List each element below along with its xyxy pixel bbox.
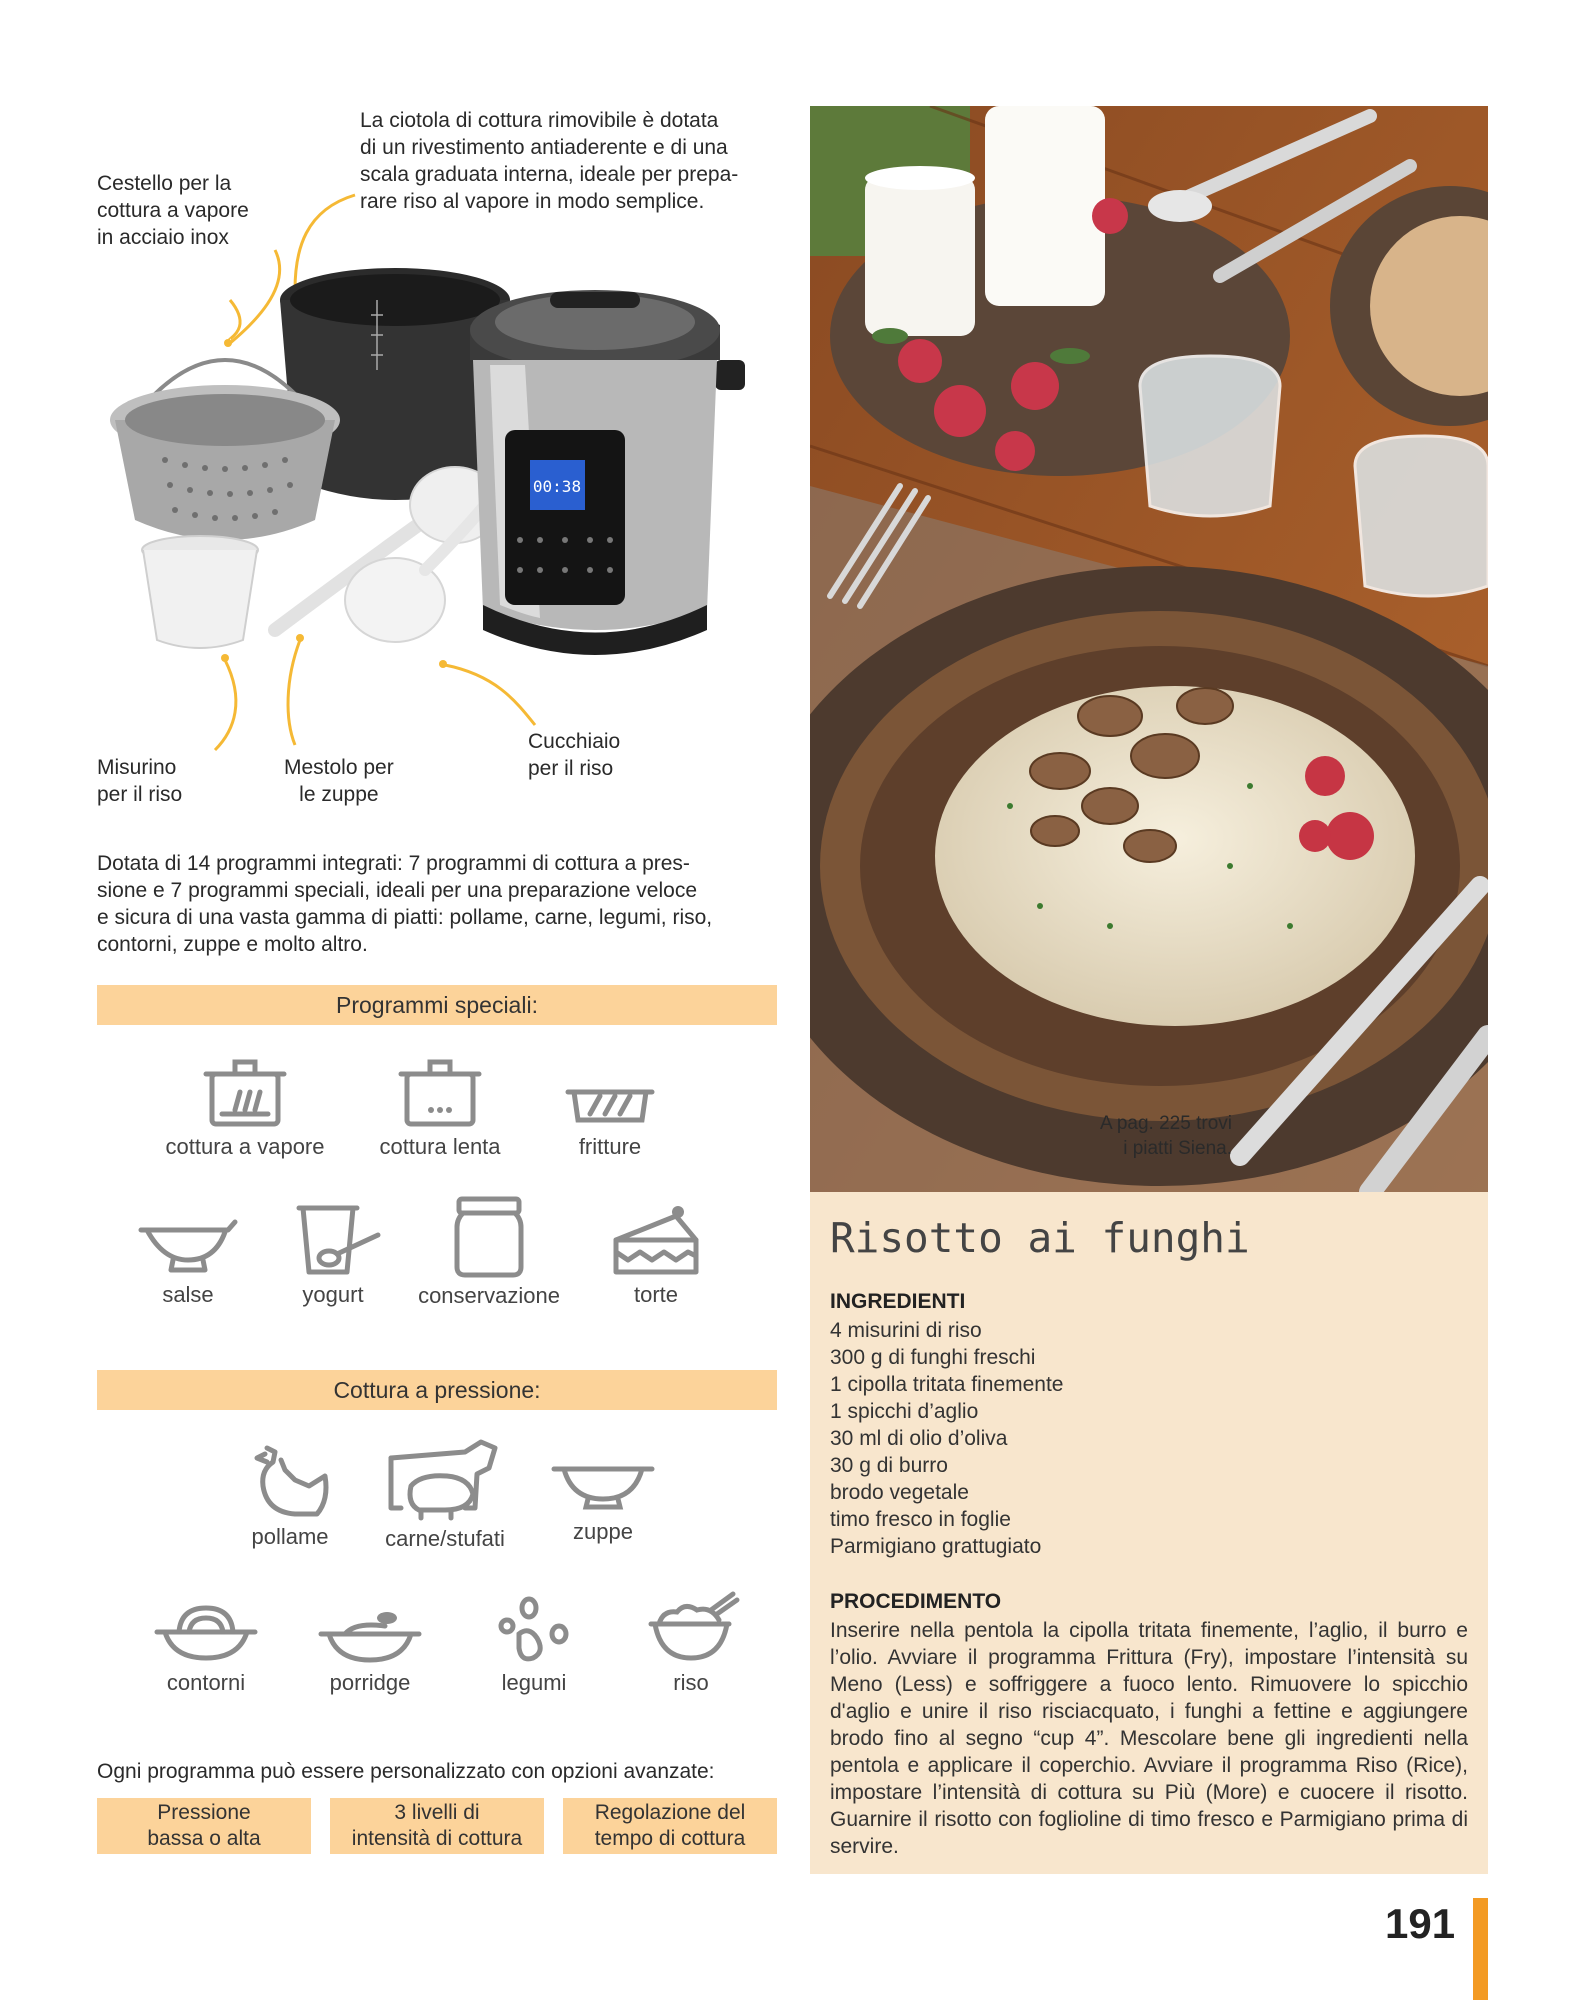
recipe-title: Risotto ai funghi [830, 1214, 1250, 1262]
porridge-bowl-icon [315, 1600, 425, 1666]
cake-slice-icon [606, 1200, 706, 1278]
program-cakes [556, 1200, 756, 1308]
rice-bowl-icon [641, 1590, 741, 1666]
product-illustration [95, 100, 805, 820]
ingredient-item: 4 misurini di riso [830, 1319, 982, 1342]
ingredient-item: 30 ml di olio d’oliva [830, 1427, 1008, 1450]
program-label: fritture [578, 1134, 642, 1159]
ingredient-item: 30 g di burro [830, 1454, 948, 1477]
cooker-display: 00:38 [532, 477, 582, 496]
program-label: legumi [501, 1670, 567, 1695]
measuring-cup [142, 536, 258, 648]
option-pressure-level: Pressione bassa o alta [97, 1798, 311, 1854]
page-number: 191 [1385, 1900, 1456, 1947]
callout-rice-spoon: Cucchiaio per il riso [528, 730, 621, 780]
ingredient-item: 1 spicchi d’aglio [830, 1400, 979, 1423]
program-soups [503, 1455, 703, 1545]
callout-steam-basket: Cestello per la cottura a vapore in acciaio inox [97, 172, 249, 249]
program-fry [510, 1052, 710, 1160]
ingredient-item: 1 cipolla tritata finemente [830, 1373, 1064, 1396]
program-label: porridge [329, 1670, 411, 1695]
intro-paragraph: Dotata di 14 programmi integrati: 7 programmi di cottura a pres- sione e 7 programmi speciali, ideali per una preparazione veloce e sicura di una vasta gamma di piatti: pollame, carne, legumi, riso, contorni, zuppe e molto altro. [97, 852, 713, 956]
ingredients-heading: INGREDIENTI [830, 1290, 966, 1313]
leader-basket [228, 250, 280, 345]
program-label: pollame [251, 1524, 329, 1549]
program-label: cottura a vapore [165, 1134, 325, 1159]
program-label: contorni [166, 1670, 246, 1695]
ingredient-item: brodo vegetale [830, 1481, 969, 1504]
soup-plate-icon [548, 1455, 658, 1515]
steam-pot-icon [200, 1052, 290, 1130]
ingredients-list [830, 1317, 1430, 1560]
program-label: zuppe [573, 1519, 633, 1544]
ingredient-item: 300 g di funghi freschi [830, 1346, 1036, 1369]
program-label: salse [162, 1282, 214, 1307]
program-steam [145, 1052, 345, 1160]
photo-caption: A pag. 225 trovi i piatti Siena. [1099, 1113, 1232, 1159]
leader-spoon [445, 665, 535, 725]
callout-rice-cup: Misurino per il riso [97, 756, 183, 806]
program-label: conservazione [418, 1283, 560, 1308]
chicken-icon [245, 1440, 335, 1520]
pressure-cooker [470, 290, 745, 655]
leader-cup [215, 660, 236, 750]
risotto-photo [810, 106, 1488, 1192]
option-timer: Regolazione del tempo di cottura [563, 1798, 777, 1854]
program-label: yogurt [302, 1282, 364, 1307]
fry-pan-icon [560, 1052, 660, 1130]
jar-icon [449, 1195, 529, 1279]
procedure-heading: PROCEDIMENTO [830, 1590, 1002, 1613]
callout-soup-ladle: Mestolo per le zuppe [284, 756, 394, 806]
program-rice [591, 1590, 791, 1696]
side-dish-icon [151, 1600, 261, 1666]
program-label: torte [633, 1282, 679, 1307]
leader-ladle [288, 640, 300, 745]
page-tab [1473, 1898, 1488, 2000]
table-setting-image [810, 106, 1488, 1192]
option-intensity: 3 livelli di intensità di cottura [330, 1798, 544, 1854]
cow-pig-icon [385, 1438, 505, 1522]
slow-pot-icon [395, 1052, 485, 1130]
yogurt-cup-icon [283, 1200, 383, 1278]
recipe-panel [810, 1192, 1488, 1874]
gravy-boat-icon [133, 1200, 243, 1278]
pressure-programs-heading: Cottura a pressione: [97, 1370, 777, 1410]
program-label: carne/stufati [385, 1526, 505, 1551]
options-intro: Ogni programma può essere personalizzato con opzioni avanzate: [97, 1760, 715, 1783]
procedure-text: Inserire nella pentola la cipolla tritata finemente, l’aglio, il burro e l’olio. Avviare il programma Frittura (Fry), impostare l’intensità su Meno (Less) e soffriggere a fuoco lento. Rimuovere lo spicchio d'aglio e unire il riso risciacquato, i funghi a fettine e aggiungere brodo fino al segno “cup 4”. Mescolare bene gli ingredienti nella pentola e applicare il coperchio. Avviare il programma Riso (Rice), impostare l’intensità di cottura su Più (More) e cuocere il risotto. Guarnire il risotto con foglioline di timo fresco e Parmigiano prima di servire. [830, 1619, 1468, 1858]
special-programs-heading: Programmi speciali: [97, 985, 777, 1025]
ingredient-item: Parmigiano grattugiato [830, 1535, 1042, 1558]
legumes-icon [489, 1596, 579, 1666]
program-label: cottura lenta [379, 1134, 501, 1159]
callout-cooking-bowl: La ciotola di cottura rimovibile è dotata di un rivestimento antiaderente e di una scala graduata interna, ideale per prepa- rare riso al vapore in modo semplice. [360, 109, 739, 213]
ingredient-item: timo fresco in foglie [830, 1508, 1011, 1531]
program-label: riso [673, 1670, 709, 1695]
